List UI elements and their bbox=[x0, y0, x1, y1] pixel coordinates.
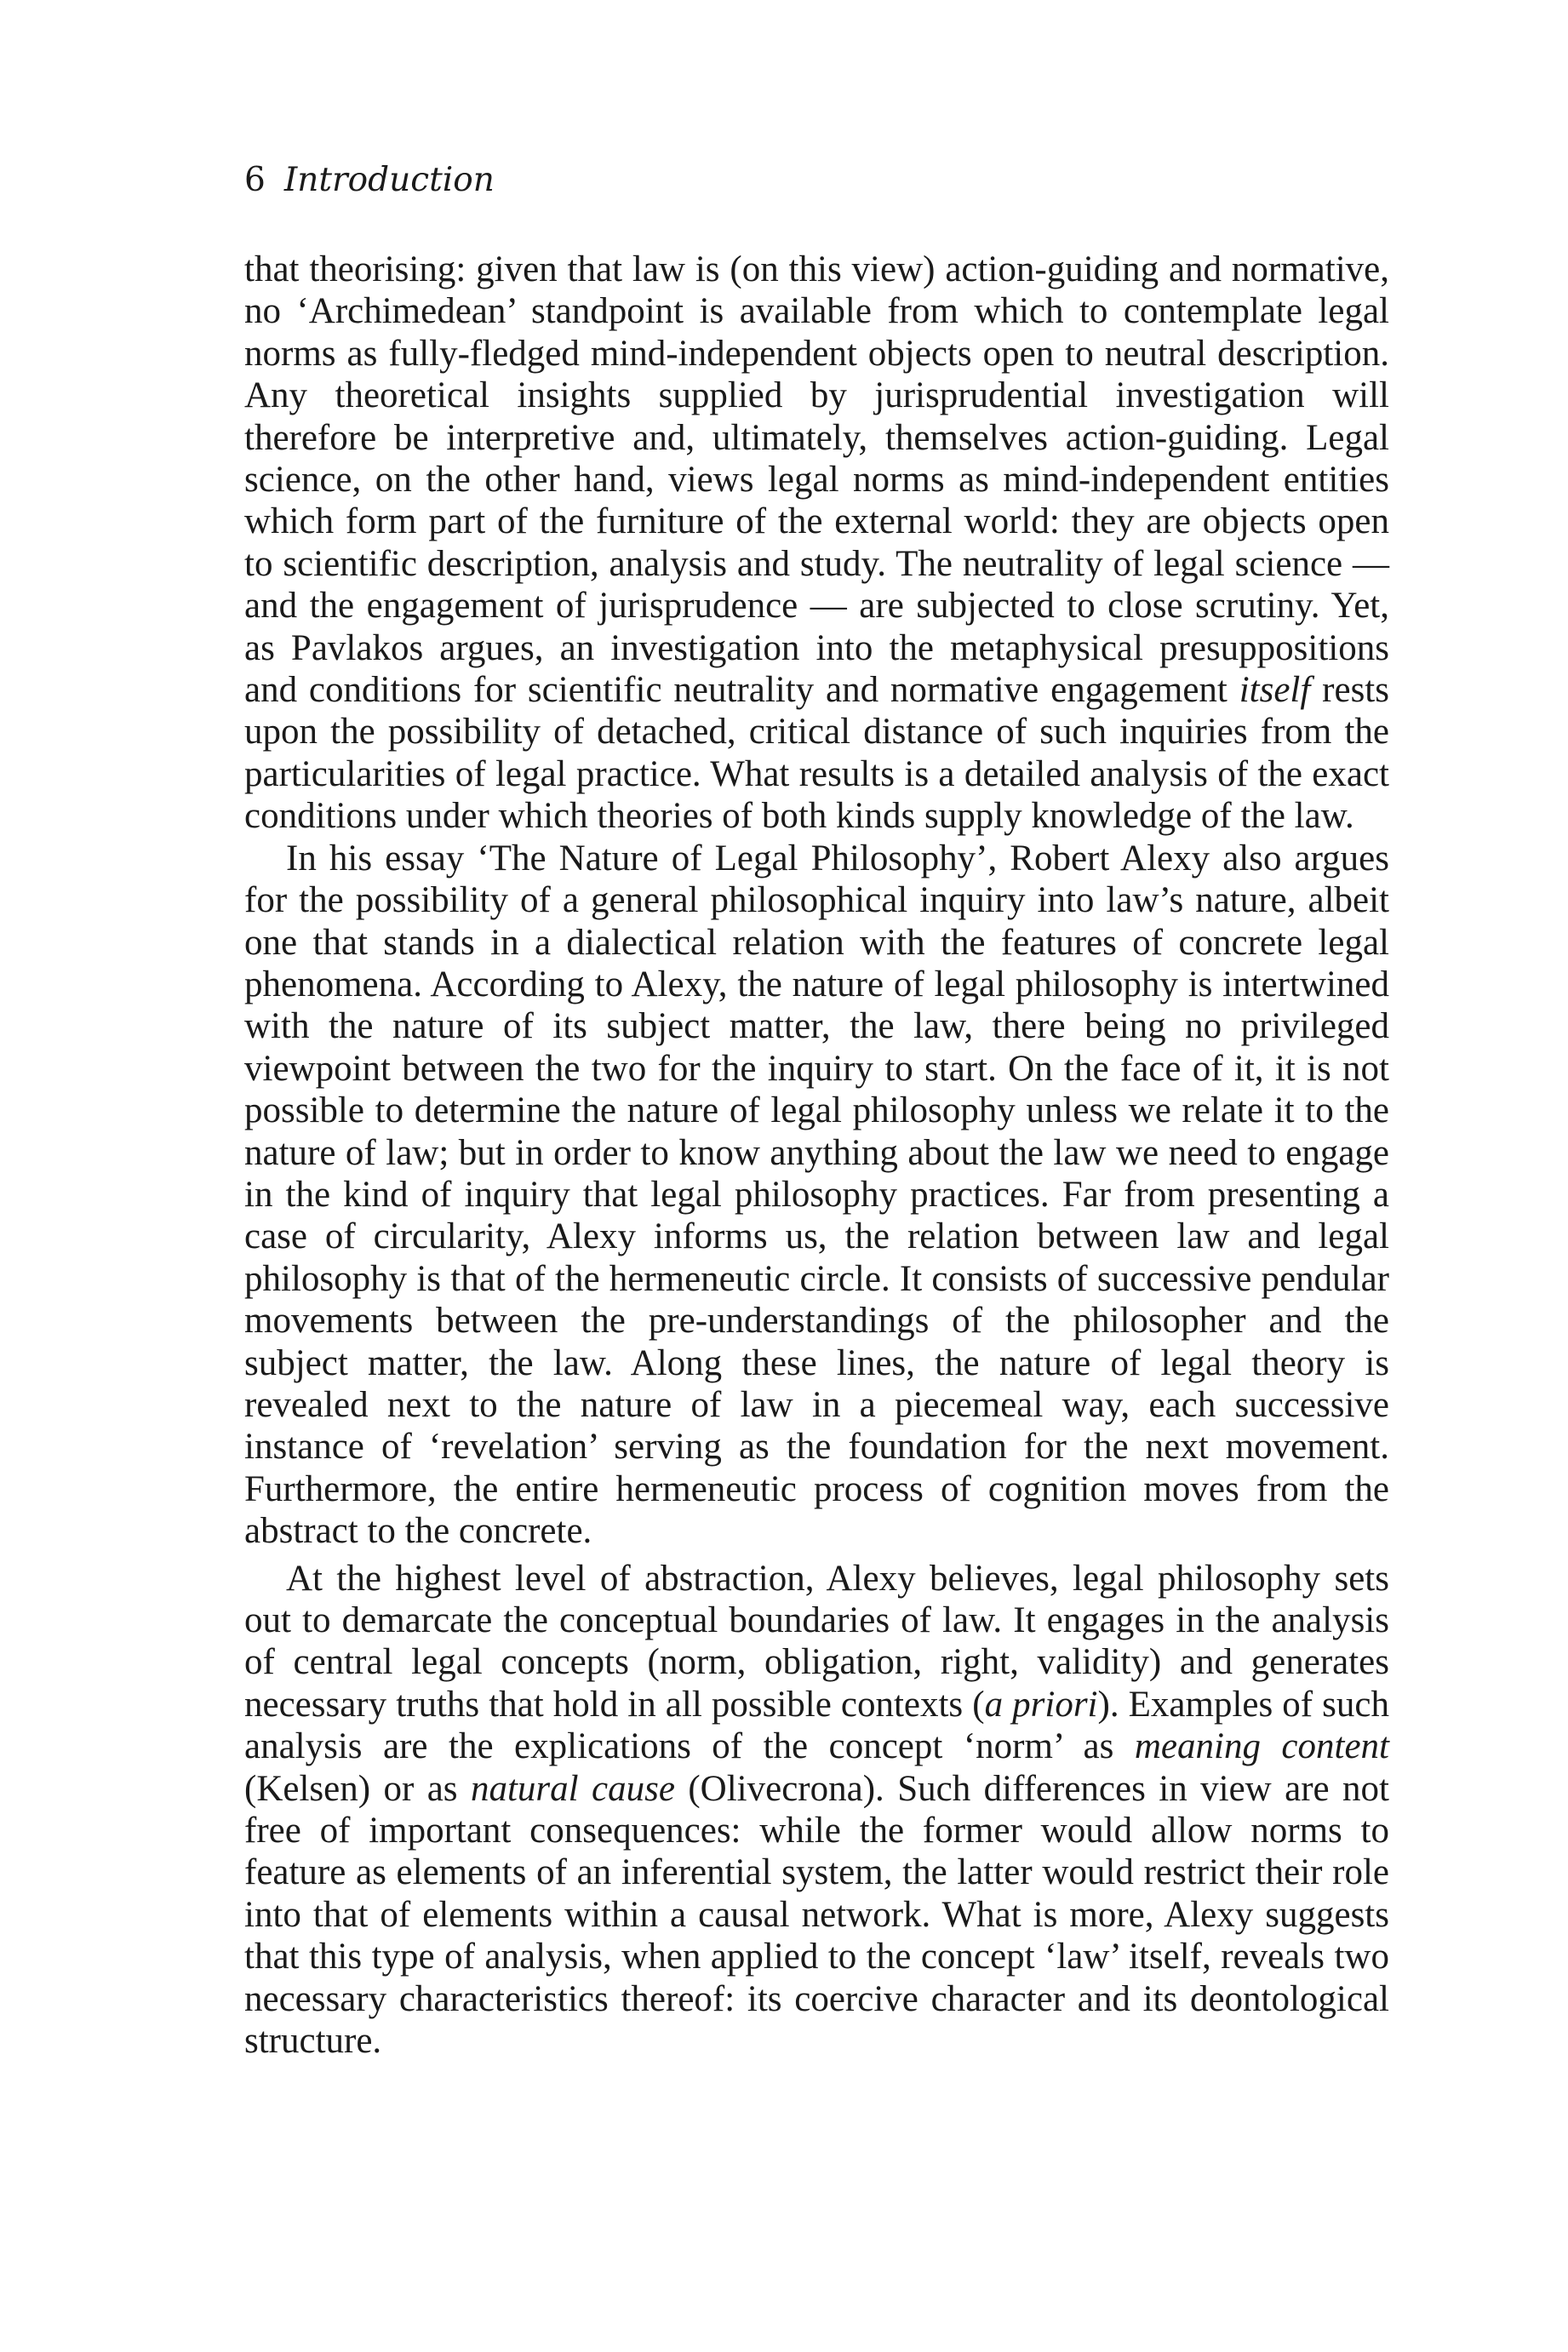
italic-text-run: itself bbox=[1239, 670, 1311, 711]
paragraph bbox=[244, 838, 1389, 1553]
italic-text-run: meaning content bbox=[1134, 1726, 1390, 1767]
text-run: (Olivecrona). Such differences in view are not free of important consequences: while the former would allow norms to feature as elements of an inferential system, the latter would restrict their role into that of elements within a causal network. What is more, Alexy suggests that this type of analysis, when applied to the concept ‘law’ itself, reveals two necessary characteristics thereof: its coercive character and its deontological structure. bbox=[244, 1768, 1389, 2062]
running-title: Introduction bbox=[283, 161, 495, 199]
text-run: that theorising: given that law is (on this view) action-guiding and normative, no ‘Archimedean’ standpoint is available from which to contemplate legal norms as fully-fledged mind-independent objects open to neutral description. Any theoretical insights supplied by jurisprudential investigation will therefore be interpretive and, ultimately, themselves action-guiding. Legal science, on the other hand, views legal norms as mind-independent entities which form part of the furniture of the external world: they are objects open to scientific description, analysis and study. The neutrality of legal science — and the engagement of jurisprudence — are subjected to close scrutiny. Yet, as Pavlakos argues, an investigation into the metaphysical presuppositions and conditions for scientific neutrality and normative engagement bbox=[244, 249, 1389, 711]
paragraph bbox=[244, 1558, 1389, 2063]
paragraph bbox=[244, 249, 1389, 838]
running-head bbox=[244, 160, 495, 201]
body-text bbox=[244, 249, 1389, 2062]
text-run: (Kelsen) or as bbox=[244, 1768, 471, 1809]
text-run: In his essay ‘The Nature of Legal Philosophy’, Robert Alexy also argues for the possibility of a general philosophical inquiry into law’s nature, albeit one that stands in a dialectical relation with the features of concrete legal phenomena. According to Alexy, the nature of legal philosophy is intertwined with the nature of its subject matter, the law, there being no privileged viewpoint between the two for the inquiry to start. On the face of it, it is not possible to determine the nature of legal philosophy unless we relate it to the nature of law; but in order to know anything about the law we need to engage in the kind of inquiry that legal philosophy practices. Far from presenting a case of circularity, Alexy informs us, the relation between law and legal philosophy is that of the hermeneutic circle. It consists of successive pendular movements between the pre-understandings of the philosopher and the subject matter, the law. Along these lines, the nature of legal theory is revealed next to the nature of law in a piecemeal way, each successive instance of ‘revelation’ serving as the foundation for the next movement. Furthermore, the entire hermeneutic process of cognition moves from the abstract to the concrete. bbox=[244, 838, 1389, 1552]
text-run: rests upon the possibility of detached, critical distance of such inquiries from the particularities of legal practice. What results is a detailed analysis of the exact conditions under which theories of both kinds supply knowledge of the law. bbox=[244, 670, 1389, 837]
italic-text-run: a priori bbox=[984, 1684, 1098, 1725]
text-run: ). Examples of such analysis are the explications of the concept ‘norm’ as bbox=[244, 1684, 1389, 1767]
page-number: 6 bbox=[244, 161, 266, 199]
text-run: At the highest level of abstraction, Alexy believes, legal philosophy sets out to demarcate the conceptual boundaries of law. It engages in the analysis of central legal concepts (norm, obligation, right, validity) and generates necessary truths that hold in all possible contexts ( bbox=[244, 1558, 1389, 1725]
italic-text-run: natural cause bbox=[470, 1768, 675, 1809]
